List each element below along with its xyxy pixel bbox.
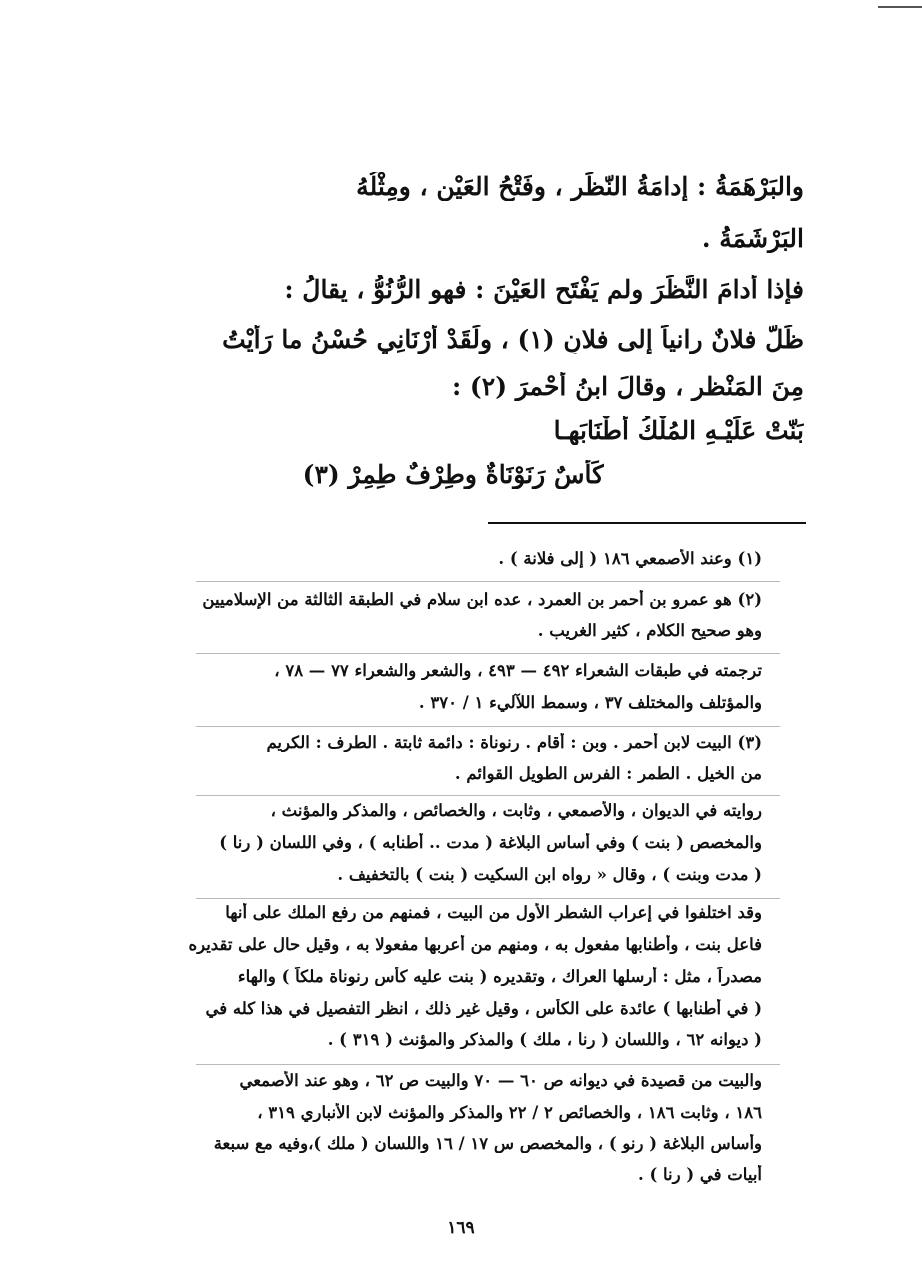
footnote-line: فاعل بنت ، وأطنابها مفعول به ، ومنهم من أعربها مفعولا به ، وقيل حال على تقديره <box>188 935 762 954</box>
footnote-line: ( ديوانه ٦٢ ، واللسان ( رنا ، ملك ) والمذكر والمؤنث ( ٣١٩ ) . <box>327 1030 762 1049</box>
footnote-line: والمخصص ( بنت ) وفي أساس البلاغة ( مدت .. أطنابه ) ، وفي اللسان ( رنا ) <box>219 833 762 852</box>
footnote-line: ١٨٦ ، وثابت ١٨٦ ، والخصائص ٢ / ٢٢ والمذكر والمؤنث لابن الأنباري ٣١٩ ، <box>257 1103 762 1122</box>
footnote-line: ( مدت وبنت ) ، وقال « رواه ابن السكيت ( بنت ) بالتخفيف . <box>337 865 762 884</box>
footnote-line: والمؤتلف والمختلف ٣٧ ، وسمط اللآليء ١ / ٣٧٠ . <box>418 693 762 712</box>
footnote-line: أبيات في ( رنا ) . <box>637 1165 762 1184</box>
footnote-line: (٢) هو عمرو بن أحمر بن العمرد ، عده ابن سلام في الطبقة الثالثة من الإسلاميين <box>202 590 762 609</box>
footnote-line: والبيت من قصيدة في ديوانه ص ٦٠ — ٧٠ والبيت ص ٦٢ ، وهو عند الأصمعي <box>239 1071 762 1090</box>
footnote-separator <box>196 898 780 899</box>
footnote-line: ترجمته في طبقات الشعراء ٤٩٢ — ٤٩٣ ، والشعر والشعراء ٧٧ — ٧٨ ، <box>274 661 762 680</box>
page-edge-mark <box>878 6 922 8</box>
footnote-separator <box>196 726 780 727</box>
footnote-separator <box>196 795 780 796</box>
main-text-line: البَرْشَمَةُ . <box>701 224 804 253</box>
page-number: ١٦٩ <box>447 1218 475 1238</box>
footnote-line: من الخيل . الطمر : الفرس الطويل القوائم . <box>454 764 762 783</box>
main-text-line: ظَلَّ فلانٌ رانياً إلى فلانٍ (١) ، ولَقَدْ أرْنَانِي حُسْنُ ما رَأيْتُ <box>222 325 804 354</box>
main-text-line: مِنَ المَنْظرِ ، وقالَ ابنُ أحْمرَ (٢) : <box>452 372 804 401</box>
footnote-rule <box>488 522 806 524</box>
footnote-separator <box>196 653 780 654</box>
footnote-line: ( في أطنابها ) عائدة على الكأس ، وقيل غير ذلك ، انظر التفصيل في هذا كله في <box>205 999 762 1018</box>
footnote-line: وقد اختلفوا في إعراب الشطر الأول من البيت ، فمنهم من رفع الملك على أنها <box>225 903 762 922</box>
main-text-line: فإذا أدامَ النَّظَرَ ولم يَفْتَحِ العَيْنَ : فهو الرُّنُوُّ ، يقالُ : <box>284 275 804 304</box>
footnote-line: مصدراً ، مثل : أرسلها العراك ، وتقديره ( بنت عليه كأس رنوناة ملكاً ) والهاء <box>237 967 762 986</box>
verse-second-hemistich: كَأْسٌ رَنَوْنَاةٌ وطِرْفٌ طِمِرْ (٣) <box>302 460 604 489</box>
footnote-line: (٣) البيت لابن أحمر . وبن : أقام . رنوناة : دائمة ثابتة . الطرف : الكريم <box>266 733 762 752</box>
footnote-line: وهو صحيح الكلام ، كثير الغريب . <box>537 621 762 640</box>
footnote-separator <box>196 1064 780 1065</box>
verse-first-hemistich: بَنّتْ عَلَيْـهِ المُلْكُ أطْنَابَهـا <box>553 416 804 445</box>
footnote-line: وأساس البلاغة ( رنو ) ، والمخصص س ١٧ / ١٦ واللسان ( ملك )،وفيه مع سبعة <box>213 1134 762 1153</box>
footnote-line: روايته في الديوان ، والأصمعي ، وثابت ، والخصائص ، والمذكر والمؤنث ، <box>270 801 762 820</box>
footnote-separator <box>196 581 780 582</box>
footnote-line: (١) وعند الأصمعي ١٨٦ ( إلى فلانة ) . <box>498 549 762 568</box>
main-text-line: والبَرْهَمَةُ : إدامَةُ النّظَرِ ، وفَتْحُ العَيْنِ ، ومِثْلُهُ <box>356 172 804 201</box>
